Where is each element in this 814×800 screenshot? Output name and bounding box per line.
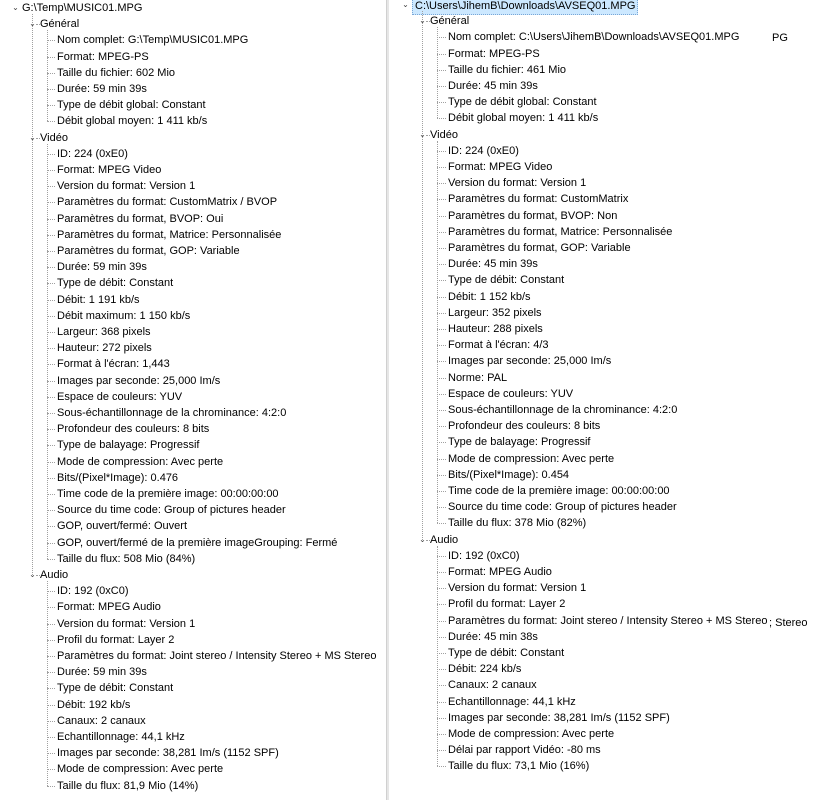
tree-item-label: Source du time code: Group of pictures header <box>57 504 286 517</box>
tree-connector <box>47 397 55 398</box>
tree-section-label: Vidéo <box>430 128 458 141</box>
tree-item-label: Taille du fichier: 461 Mio <box>448 63 567 76</box>
tree-connector <box>437 637 446 638</box>
collapse-toggle-icon[interactable]: ⌄ <box>29 19 36 29</box>
tree-connector <box>47 251 55 252</box>
tree-connector <box>47 543 55 544</box>
tree-item-label: Format: MPEG-PS <box>57 50 149 63</box>
tree-guide-line <box>437 27 438 118</box>
tree-item-label: Echantillonnage: 44,1 kHz <box>57 731 185 743</box>
tree-item-label: Sous-échantillonnage de la chrominance: 4:2:0 <box>57 407 287 419</box>
tree-item-label: Format: MPEG Video <box>57 164 162 176</box>
tree-connector <box>47 656 55 657</box>
tree-section-label: Vidéo <box>40 131 68 144</box>
tree-item-label: ID: 224 (0xE0) <box>448 144 519 157</box>
tree-connector <box>47 737 55 738</box>
tree-item-label: Débit: 224 kb/s <box>448 663 522 676</box>
tree-connector <box>47 283 55 284</box>
tree-connector <box>47 154 55 155</box>
tree-item-label: Débit global moyen: 1 411 kb/s <box>57 115 208 128</box>
tree-guide-line <box>32 14 33 575</box>
tree-item-label: Débit global moyen: 1 411 kb/s <box>448 112 599 125</box>
tree-connector <box>47 57 55 58</box>
tree-connector <box>47 89 55 90</box>
tree-item-label: Canaux: 2 canaux <box>448 679 537 692</box>
tree-item-label: Profondeur des couleurs: 8 bits <box>448 420 601 433</box>
tree-item-label: Images par seconde: 38,281 Im/s (1152 SPF) <box>448 711 670 724</box>
collapse-toggle-icon[interactable]: ⌄ <box>419 129 426 139</box>
tree-item-label: Paramètres du format, BVOP: Non <box>448 209 618 222</box>
tree-section-label: Audio <box>40 569 69 581</box>
tree-item-label: Type de balayage: Progressif <box>57 439 200 452</box>
tree-connector <box>47 332 55 333</box>
tree-item-label: Paramètres du format, BVOP: Oui <box>57 212 224 225</box>
tree-connector <box>437 345 446 346</box>
tree-item-label: Taille du flux: 81,9 Mio (14%) <box>57 779 199 792</box>
tree-connector <box>47 624 55 625</box>
tree-connector <box>47 186 55 187</box>
tree-item-label: Type de débit global: Constant <box>57 99 206 112</box>
tree-connector <box>47 235 55 236</box>
tree-connector <box>47 607 55 608</box>
tree-connector <box>47 478 55 479</box>
tree-connector <box>437 329 446 330</box>
tree-item-label: Hauteur: 272 pixels <box>57 342 152 355</box>
tree-item-label: Bits/(Pixel*Image): 0.454 <box>448 468 570 481</box>
tree-connector <box>47 364 55 365</box>
tree-connector <box>47 640 55 641</box>
tree-item-label: Paramètres du format: CustomMatrix <box>448 193 629 206</box>
right-file-tree[interactable] <box>389 0 814 800</box>
tree-connector <box>437 507 446 508</box>
tree-connector <box>437 37 446 38</box>
tree-item-label: Paramètres du format, Matrice: Personnalisée <box>57 228 282 241</box>
tree-connector <box>437 621 446 622</box>
tree-connector <box>437 734 446 735</box>
tree-item-label: Espace de couleurs: YUV <box>448 387 574 400</box>
tree-item-label: Paramètres du format, GOP: Variable <box>448 242 631 254</box>
tree-connector <box>47 591 55 592</box>
collapse-toggle-icon[interactable]: ⌄ <box>12 3 19 12</box>
tree-item-label: Mode de compression: Avec perte <box>57 763 224 776</box>
tree-connector <box>437 556 446 557</box>
tree-item-label: ID: 192 (0xC0) <box>57 585 129 598</box>
tree-connector <box>437 216 446 217</box>
tree-connector <box>437 378 446 379</box>
left-file-tree[interactable] <box>0 0 388 800</box>
tree-item-label: Débit: 1 191 kb/s <box>57 293 140 306</box>
tree-connector <box>47 348 55 349</box>
collapse-toggle-icon[interactable]: ⌄ <box>29 570 36 579</box>
tree-connector <box>47 267 55 268</box>
tree-connector <box>47 721 55 722</box>
tree-guide-line <box>437 141 438 524</box>
tree-item-label: GOP, ouvert/fermé: Ouvert <box>57 520 188 533</box>
tree-item-label: Version du format: Version 1 <box>448 582 587 595</box>
tree-section-label: Général <box>430 15 470 28</box>
tree-connector <box>437 199 446 200</box>
tree-item-label: Durée: 59 min 39s <box>57 261 147 274</box>
tree-item-label: Time code de la première image: 00:00:00:00 <box>57 488 279 500</box>
tree-item-label: Débit maximum: 1 150 kb/s <box>57 309 191 322</box>
tree-connector <box>437 167 446 168</box>
tree-connector <box>47 462 55 463</box>
tree-connector <box>437 54 446 55</box>
tree-item-label: Durée: 59 min 39s <box>57 666 147 679</box>
tree-item-label: Echantillonnage: 44,1 kHz <box>448 695 576 708</box>
tree-connector <box>47 73 55 74</box>
tree-connector <box>437 766 446 767</box>
tree-item-label: Paramètres du format: Joint stereo / Intensity Stereo + MS Stereo <box>57 650 377 662</box>
tree-item-label: Format à l'écran: 4/3 <box>448 339 549 352</box>
tree-connector <box>437 410 446 411</box>
tree-connector <box>437 604 446 605</box>
tree-connector <box>47 202 55 203</box>
tree-connector <box>437 264 446 265</box>
tree-connector <box>47 526 55 527</box>
tree-guide-line <box>437 546 438 767</box>
tree-item-label: Nom complet: C:\Users\JihemB\Downloads\AVSEQ01.MPG <box>448 31 740 44</box>
collapse-toggle-icon[interactable]: ⌄ <box>29 132 36 142</box>
tree-item-label: Taille du flux: 378 Mio (82%) <box>448 517 587 530</box>
tree-connector <box>437 426 446 427</box>
tree-item-label: Sous-échantillonnage de la chrominance: 4:2:0 <box>448 404 678 416</box>
tree-item-label: Canaux: 2 canaux <box>57 714 146 727</box>
tree-guide-line <box>47 144 48 559</box>
tree-connector <box>47 316 55 317</box>
tree-connector <box>47 381 55 382</box>
tree-item-label: Images par seconde: 25,000 Im/s <box>57 374 221 387</box>
tree-item-label: Nom complet: G:\Temp\MUSIC01.MPG <box>57 34 249 47</box>
tree-connector <box>47 219 55 220</box>
tree-connector <box>47 510 55 511</box>
tree-item-label: Délai par rapport Vidéo: -80 ms <box>448 744 601 757</box>
tree-connector <box>437 151 446 152</box>
tree-item-label: ID: 192 (0xC0) <box>448 549 520 562</box>
tree-item-label: Largeur: 352 pixels <box>448 306 542 319</box>
tree-item-label: Version du format: Version 1 <box>448 177 587 190</box>
tree-item-label: Profil du format: Layer 2 <box>448 598 566 611</box>
tree-item-label: ID: 224 (0xE0) <box>57 147 128 160</box>
tree-connector <box>437 523 446 524</box>
tree-item-label: Paramètres du format, GOP: Variable <box>57 245 240 257</box>
tree-connector <box>437 572 446 573</box>
tree-connector <box>437 280 446 281</box>
collapse-toggle-icon[interactable]: ⌄ <box>419 16 426 26</box>
collapse-toggle-icon[interactable]: ⌄ <box>419 534 426 544</box>
tree-connector <box>47 429 55 430</box>
tree-item-label: Format: MPEG-PS <box>448 47 540 60</box>
tree-item-label: GOP, ouvert/fermé de la première imageGrouping: Fermé <box>57 536 338 549</box>
tree-connector <box>437 183 446 184</box>
tree-connector <box>47 170 55 171</box>
tree-item-label: Version du format: Version 1 <box>57 617 196 630</box>
tree-connector <box>437 750 446 751</box>
tree-connector <box>437 475 446 476</box>
tree-item-label: Hauteur: 288 pixels <box>448 323 543 335</box>
tree-section-label: Audio <box>430 533 459 546</box>
tree-item-label: Largeur: 368 pixels <box>57 326 151 338</box>
tree-item-label: Mode de compression: Avec perte <box>448 728 615 740</box>
tree-item-label: Taille du fichier: 602 Mio <box>57 66 176 79</box>
tree-item-label: Type de débit: Constant <box>57 682 174 695</box>
tree-item-label: Espace de couleurs: YUV <box>57 390 183 403</box>
tree-item-label: Débit: 192 kb/s <box>57 698 131 711</box>
tree-item-label: Paramètres du format: Joint stereo / Intensity Stereo + MS Stereo <box>448 614 768 627</box>
tree-connector <box>437 70 446 71</box>
tree-connector <box>437 313 446 314</box>
collapse-toggle-icon[interactable]: ⌄ <box>402 0 409 9</box>
tree-item-label: Version du format: Version 1 <box>57 180 196 193</box>
tree-item-label: Format: MPEG Audio <box>57 601 161 614</box>
tree-connector <box>47 413 55 414</box>
tree-item-label: Débit: 1 152 kb/s <box>448 290 531 303</box>
tree-root-label[interactable]: G:\Temp\MUSIC01.MPG <box>22 2 143 14</box>
tree-item-label: Type de balayage: Progressif <box>448 436 591 449</box>
tree-item-label: Norme: PAL <box>448 371 508 384</box>
tree-guide-line <box>422 11 423 539</box>
tree-connector <box>47 753 55 754</box>
tree-item-label: Format: MPEG Video <box>448 161 553 173</box>
tree-item-label: Type de débit: Constant <box>448 647 565 659</box>
tree-item-label: Type de débit: Constant <box>57 277 174 290</box>
tree-connector <box>437 394 446 395</box>
tree-root-label[interactable]: C:\Users\JihemB\Downloads\AVSEQ01.MPG <box>412 0 638 15</box>
tree-connector <box>437 102 446 103</box>
tree-connector <box>47 672 55 673</box>
tree-connector <box>437 442 446 443</box>
tree-connector <box>437 718 446 719</box>
tree-item-label: Format à l'écran: 1,443 <box>57 358 170 371</box>
tree-connector <box>47 705 55 706</box>
tree-connector <box>437 653 446 654</box>
tree-item-label: Bits/(Pixel*Image): 0.476 <box>57 471 179 484</box>
tree-connector <box>437 491 446 492</box>
tree-connector <box>437 702 446 703</box>
tree-connector <box>47 769 55 770</box>
tree-item-label: Durée: 45 min 39s <box>448 80 538 92</box>
tree-item-label: Source du time code: Group of pictures header <box>448 501 677 514</box>
tree-connector <box>437 118 446 119</box>
tree-connector <box>47 688 55 689</box>
tree-connector <box>47 121 55 122</box>
tree-item-label: Durée: 59 min 39s <box>57 83 147 95</box>
tree-connector <box>47 559 55 560</box>
overflow-text: ; Stereo <box>769 617 808 629</box>
tree-item-label: Images par seconde: 25,000 Im/s <box>448 355 612 368</box>
tree-connector <box>437 232 446 233</box>
tree-connector <box>47 40 55 41</box>
tree-item-label: Images par seconde: 38,281 Im/s (1152 SPF) <box>57 747 279 760</box>
tree-item-label: Mode de compression: Avec perte <box>448 452 615 465</box>
tree-connector <box>437 361 446 362</box>
tree-item-label: Durée: 45 min 39s <box>448 258 538 271</box>
tree-item-label: Profondeur des couleurs: 8 bits <box>57 423 210 436</box>
tree-connector <box>47 300 55 301</box>
tree-connector <box>47 494 55 495</box>
tree-item-label: Type de débit: Constant <box>448 274 565 287</box>
tree-connector <box>437 86 446 87</box>
tree-connector <box>47 786 55 787</box>
tree-item-label: Taille du flux: 508 Mio (84%) <box>57 552 196 565</box>
tree-item-label: Mode de compression: Avec perte <box>57 455 224 468</box>
tree-guide-line <box>47 30 48 121</box>
tree-item-label: Taille du flux: 73,1 Mio (16%) <box>448 760 590 773</box>
tree-connector <box>47 105 55 106</box>
tree-item-label: Time code de la première image: 00:00:00:00 <box>448 485 670 497</box>
tree-guide-line <box>47 581 48 785</box>
tree-connector <box>437 297 446 298</box>
tree-connector <box>437 588 446 589</box>
tree-connector <box>437 459 446 460</box>
tree-section-label: Général <box>40 18 80 31</box>
tree-connector <box>47 445 55 446</box>
tree-item-label: Type de débit global: Constant <box>448 96 597 109</box>
tree-item-label: Profil du format: Layer 2 <box>57 633 175 646</box>
tree-item-label: Durée: 45 min 38s <box>448 630 538 643</box>
tree-connector <box>437 248 446 249</box>
tree-connector <box>437 669 446 670</box>
tree-item-label: Paramètres du format, Matrice: Personnalisée <box>448 225 673 238</box>
tree-item-label: Paramètres du format: CustomMatrix / BVOP <box>57 196 278 209</box>
tree-connector <box>437 685 446 686</box>
overflow-text: PG <box>772 32 788 44</box>
tree-item-label: Format: MPEG Audio <box>448 566 552 578</box>
